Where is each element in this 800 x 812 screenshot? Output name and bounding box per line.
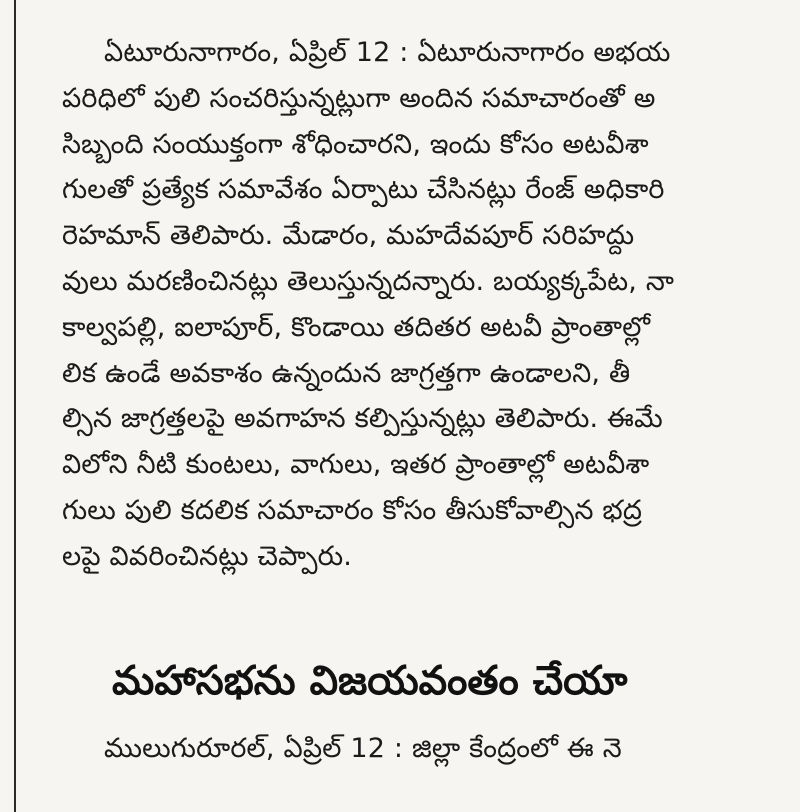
article-line: లపై వివరించినట్లు చెప్పారు. — [62, 540, 353, 572]
article-line: ములుగురూరల్, ఏప్రిల్ 12 : జిల్లా కేంద్రంలో ఈ నె — [104, 733, 622, 764]
article-line: గులతో ప్రత్యేక సమావేశం ఏర్పాటు చేసినట్లు రేంజ్ అధికారి — [62, 174, 665, 206]
column-divider — [14, 0, 16, 812]
article-line: రెహమాన్ తెలిపారు. మేడారం, మహదేవపూర్ సరిహద్దు — [62, 220, 635, 252]
article-body — [62, 30, 800, 580]
article-line: పరిధిలో పులి సంచరిస్తున్నట్లుగా అందిన సమాచారంతో అ — [62, 82, 656, 114]
section-headline: మహాసభను విజయవంతం చేయా — [112, 658, 628, 704]
article-line: విలోని నీటి కుంటలు, వాగులు, ఇతర ప్రాంతాల్లో అటవీశా — [62, 449, 650, 481]
article-body-2 — [62, 726, 800, 772]
article-line: ల్సిన జాగ్రత్తలపై అవగాహన కల్పిస్తున్నట్లు తెలిపారు. ఈమే — [62, 403, 663, 435]
article-line: వులు మరణించినట్లు తెలుస్తున్నదన్నారు. బయ్యక్కపేట, నా — [62, 265, 675, 297]
article-line: సిబ్బంది సంయుక్తంగా శోధించారని, ఇందు కోసం అటవీశా — [62, 128, 649, 160]
article-line: కాల్వపల్లి, ఐలాపూర్, కొండాయి తదితర అటవీ ప్రాంతాల్లో — [62, 311, 651, 343]
article-line: గులు పులి కదలిక సమాచారం కోసం తీసుకోవాల్సిన భద్ర — [62, 494, 643, 526]
article-line: ఏటూరునాగారం, ఏప్రిల్ 12 : ఏటూరునాగారం అభయ — [104, 37, 671, 68]
article-line: లిక ఉండే అవకాశం ఉన్నందున జాగ్రత్తగా ఉండాలని, తీ — [62, 357, 631, 389]
